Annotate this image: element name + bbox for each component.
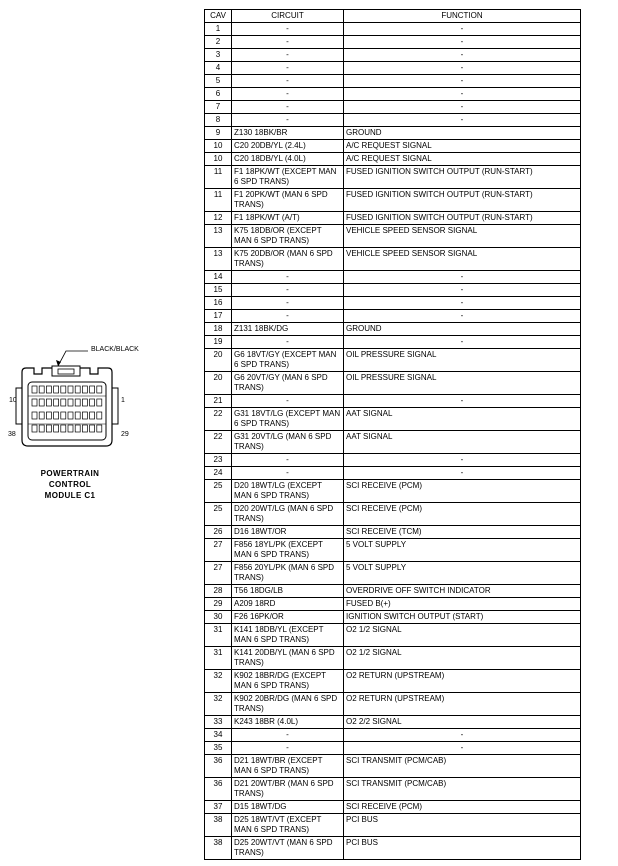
function-cell: -: [344, 336, 581, 349]
cav-cell: 3: [205, 49, 232, 62]
connector-pin: [82, 399, 87, 406]
connector-pin: [46, 386, 51, 393]
connector-pin: [82, 425, 87, 432]
connector-pin: [97, 412, 102, 419]
connector-pin: [32, 399, 37, 406]
function-cell: VEHICLE SPEED SENSOR SIGNAL: [344, 225, 581, 248]
function-cell: OIL PRESSURE SIGNAL: [344, 349, 581, 372]
pin-label-10: 10: [9, 397, 17, 404]
header-cav: CAV: [205, 10, 232, 23]
cav-cell: 36: [205, 755, 232, 778]
cav-cell: 20: [205, 349, 232, 372]
circuit-cell: K902 20BR/DG (MAN 6 SPD TRANS): [232, 693, 344, 716]
function-cell: SCI TRANSMIT (PCM/CAB): [344, 755, 581, 778]
function-cell: -: [344, 88, 581, 101]
cav-cell: 28: [205, 585, 232, 598]
cav-cell: 36: [205, 778, 232, 801]
connector-pin: [54, 399, 59, 406]
function-cell: VEHICLE SPEED SENSOR SIGNAL: [344, 248, 581, 271]
cav-cell: 22: [205, 431, 232, 454]
table-row: [205, 837, 581, 860]
cav-cell: 26: [205, 526, 232, 539]
circuit-cell: -: [232, 284, 344, 297]
circuit-cell: K75 20DB/OR (MAN 6 SPD TRANS): [232, 248, 344, 271]
connector-pin: [90, 412, 95, 419]
circuit-cell: D20 18WT/LG (EXCEPT MAN 6 SPD TRANS): [232, 480, 344, 503]
function-cell: A/C REQUEST SIGNAL: [344, 140, 581, 153]
table-row: [205, 729, 581, 742]
table-row: [205, 526, 581, 539]
cav-cell: 34: [205, 729, 232, 742]
cav-cell: 9: [205, 127, 232, 140]
connector-pin: [39, 386, 44, 393]
table-row: [205, 127, 581, 140]
cav-cell: 7: [205, 101, 232, 114]
table-row: [205, 349, 581, 372]
connector-color-label: BLACK/BLACK: [91, 346, 139, 353]
table-row: [205, 336, 581, 349]
function-cell: O2 RETURN (UPSTREAM): [344, 693, 581, 716]
function-cell: SCI RECEIVE (PCM): [344, 801, 581, 814]
circuit-cell: D16 18WT/OR: [232, 526, 344, 539]
circuit-cell: Z131 18BK/DG: [232, 323, 344, 336]
function-cell: O2 RETURN (UPSTREAM): [344, 670, 581, 693]
function-cell: SCI RECEIVE (PCM): [344, 480, 581, 503]
table-row: [205, 755, 581, 778]
table-row: [205, 323, 581, 336]
cav-cell: 17: [205, 310, 232, 323]
cav-cell: 10: [205, 140, 232, 153]
circuit-cell: K902 18BR/DG (EXCEPT MAN 6 SPD TRANS): [232, 670, 344, 693]
connector-pin: [97, 386, 102, 393]
cav-cell: 25: [205, 480, 232, 503]
header-circuit: CIRCUIT: [232, 10, 344, 23]
cav-cell: 27: [205, 539, 232, 562]
function-cell: SCI RECEIVE (TCM): [344, 526, 581, 539]
table-row: [205, 153, 581, 166]
circuit-cell: D25 18WT/VT (EXCEPT MAN 6 SPD TRANS): [232, 814, 344, 837]
connector-title-line: CONTROL: [48, 480, 92, 489]
circuit-cell: -: [232, 23, 344, 36]
connector-pin: [82, 386, 87, 393]
table-row: [205, 101, 581, 114]
circuit-cell: -: [232, 114, 344, 127]
cav-cell: 6: [205, 88, 232, 101]
connector-pin: [97, 425, 102, 432]
circuit-cell: -: [232, 729, 344, 742]
circuit-cell: D20 20WT/LG (MAN 6 SPD TRANS): [232, 503, 344, 526]
cav-cell: 24: [205, 467, 232, 480]
function-cell: -: [344, 729, 581, 742]
table-row: [205, 310, 581, 323]
connector-pin: [39, 412, 44, 419]
function-cell: -: [344, 454, 581, 467]
connector-pin: [46, 412, 51, 419]
function-cell: -: [344, 75, 581, 88]
circuit-cell: -: [232, 310, 344, 323]
cav-cell: 32: [205, 693, 232, 716]
table-row: [205, 36, 581, 49]
cav-cell: 35: [205, 742, 232, 755]
connector-pin: [75, 425, 80, 432]
table-row: [205, 539, 581, 562]
cav-cell: 37: [205, 801, 232, 814]
header-function: FUNCTION: [344, 10, 581, 23]
connector-pin: [32, 386, 37, 393]
pin-out-table: [204, 9, 581, 860]
connector-pin: [61, 399, 66, 406]
function-cell: O2 1/2 SIGNAL: [344, 647, 581, 670]
connector-pin: [82, 412, 87, 419]
connector-pin: [54, 386, 59, 393]
cav-cell: 16: [205, 297, 232, 310]
function-cell: -: [344, 36, 581, 49]
cav-cell: 14: [205, 271, 232, 284]
cav-cell: 11: [205, 166, 232, 189]
connector-title-line: MODULE C1: [44, 491, 96, 500]
circuit-cell: -: [232, 742, 344, 755]
cav-cell: 27: [205, 562, 232, 585]
circuit-cell: -: [232, 454, 344, 467]
circuit-cell: Z130 18BK/BR: [232, 127, 344, 140]
cav-cell: 19: [205, 336, 232, 349]
table-row: [205, 778, 581, 801]
circuit-cell: T56 18DG/LB: [232, 585, 344, 598]
circuit-cell: C20 20DB/YL (2.4L): [232, 140, 344, 153]
function-cell: O2 1/2 SIGNAL: [344, 624, 581, 647]
function-cell: OVERDRIVE OFF SWITCH INDICATOR: [344, 585, 581, 598]
cav-cell: 2: [205, 36, 232, 49]
cav-cell: 23: [205, 454, 232, 467]
circuit-cell: -: [232, 62, 344, 75]
cav-cell: 18: [205, 323, 232, 336]
cav-cell: 10: [205, 153, 232, 166]
connector-title: [20, 468, 120, 501]
connector-pin: [75, 412, 80, 419]
table-row: [205, 716, 581, 729]
table-row: [205, 598, 581, 611]
table-row: [205, 212, 581, 225]
function-cell: FUSED IGNITION SWITCH OUTPUT (RUN-START): [344, 166, 581, 189]
connector-drawing: [0, 338, 200, 468]
table-row: [205, 585, 581, 598]
cav-cell: 25: [205, 503, 232, 526]
connector-pin: [68, 386, 73, 393]
circuit-cell: K141 20DB/YL (MAN 6 SPD TRANS): [232, 647, 344, 670]
table-row: [205, 248, 581, 271]
connector-pin: [68, 399, 73, 406]
function-cell: -: [344, 395, 581, 408]
function-cell: A/C REQUEST SIGNAL: [344, 153, 581, 166]
circuit-cell: G6 18VT/GY (EXCEPT MAN 6 SPD TRANS): [232, 349, 344, 372]
table-header-row: [205, 10, 581, 23]
connector-pin: [61, 425, 66, 432]
function-cell: IGNITION SWITCH OUTPUT (START): [344, 611, 581, 624]
cav-cell: 13: [205, 248, 232, 271]
connector-pin: [46, 399, 51, 406]
table-row: [205, 624, 581, 647]
circuit-cell: F1 20PK/WT (MAN 6 SPD TRANS): [232, 189, 344, 212]
connector-pin: [54, 412, 59, 419]
circuit-cell: D21 20WT/BR (MAN 6 SPD TRANS): [232, 778, 344, 801]
function-cell: -: [344, 101, 581, 114]
table-row: [205, 189, 581, 212]
function-cell: FUSED IGNITION SWITCH OUTPUT (RUN-START): [344, 212, 581, 225]
connector-pin: [54, 425, 59, 432]
function-cell: -: [344, 742, 581, 755]
cav-cell: 13: [205, 225, 232, 248]
table-row: [205, 49, 581, 62]
function-cell: GROUND: [344, 323, 581, 336]
table-row: [205, 814, 581, 837]
function-cell: -: [344, 271, 581, 284]
circuit-cell: D15 18WT/DG: [232, 801, 344, 814]
cav-cell: 20: [205, 372, 232, 395]
table-row: [205, 88, 581, 101]
table-row: [205, 140, 581, 153]
circuit-cell: F856 18YL/PK (EXCEPT MAN 6 SPD TRANS): [232, 539, 344, 562]
pin-label-38: 38: [8, 431, 16, 438]
table-row: [205, 742, 581, 755]
table-row: [205, 372, 581, 395]
circuit-cell: F856 20YL/PK (MAN 6 SPD TRANS): [232, 562, 344, 585]
circuit-cell: -: [232, 336, 344, 349]
connector-pin: [39, 399, 44, 406]
cav-cell: 1: [205, 23, 232, 36]
cav-cell: 5: [205, 75, 232, 88]
circuit-cell: -: [232, 88, 344, 101]
connector-pin: [46, 425, 51, 432]
cav-cell: 11: [205, 189, 232, 212]
table-row: [205, 503, 581, 526]
function-cell: FUSED B(+): [344, 598, 581, 611]
cav-cell: 4: [205, 62, 232, 75]
function-cell: -: [344, 114, 581, 127]
table-row: [205, 75, 581, 88]
circuit-cell: F1 18PK/WT (EXCEPT MAN 6 SPD TRANS): [232, 166, 344, 189]
table-row: [205, 297, 581, 310]
function-cell: 5 VOLT SUPPLY: [344, 539, 581, 562]
function-cell: AAT SIGNAL: [344, 431, 581, 454]
function-cell: -: [344, 284, 581, 297]
circuit-cell: F26 16PK/OR: [232, 611, 344, 624]
table-row: [205, 431, 581, 454]
function-cell: 5 VOLT SUPPLY: [344, 562, 581, 585]
function-cell: SCI TRANSMIT (PCM/CAB): [344, 778, 581, 801]
cav-cell: 38: [205, 837, 232, 860]
connector-pin: [68, 425, 73, 432]
table-row: [205, 284, 581, 297]
circuit-cell: G6 20VT/GY (MAN 6 SPD TRANS): [232, 372, 344, 395]
cav-cell: 12: [205, 212, 232, 225]
connector-pin: [75, 386, 80, 393]
cav-cell: 31: [205, 624, 232, 647]
connector-pin: [75, 399, 80, 406]
connector-pin: [32, 412, 37, 419]
table-row: [205, 62, 581, 75]
cav-cell: 38: [205, 814, 232, 837]
circuit-cell: C20 18DB/YL (4.0L): [232, 153, 344, 166]
table-row: [205, 408, 581, 431]
cav-cell: 15: [205, 284, 232, 297]
table-row: [205, 467, 581, 480]
connector-pin: [39, 425, 44, 432]
table-row: [205, 562, 581, 585]
circuit-cell: A209 18RD: [232, 598, 344, 611]
circuit-cell: K141 18DB/YL (EXCEPT MAN 6 SPD TRANS): [232, 624, 344, 647]
connector-pin: [61, 386, 66, 393]
connector-pin: [90, 386, 95, 393]
cav-cell: 33: [205, 716, 232, 729]
circuit-cell: -: [232, 271, 344, 284]
table-row: [205, 801, 581, 814]
pin-label-29: 29: [121, 431, 129, 438]
table-row: [205, 454, 581, 467]
circuit-cell: D25 20WT/VT (MAN 6 SPD TRANS): [232, 837, 344, 860]
circuit-cell: F1 18PK/WT (A/T): [232, 212, 344, 225]
function-cell: -: [344, 310, 581, 323]
pin-label-1: 1: [121, 397, 125, 404]
table-row: [205, 647, 581, 670]
function-cell: PCI BUS: [344, 837, 581, 860]
table-row: [205, 23, 581, 36]
connector-pin: [97, 399, 102, 406]
cav-cell: 21: [205, 395, 232, 408]
function-cell: O2 2/2 SIGNAL: [344, 716, 581, 729]
table-row: [205, 480, 581, 503]
connector-pin: [61, 412, 66, 419]
circuit-cell: -: [232, 395, 344, 408]
function-cell: -: [344, 297, 581, 310]
table-row: [205, 166, 581, 189]
cav-cell: 30: [205, 611, 232, 624]
table-row: [205, 225, 581, 248]
function-cell: PCI BUS: [344, 814, 581, 837]
connector-diagram: [0, 338, 200, 508]
table-row: [205, 611, 581, 624]
cav-cell: 8: [205, 114, 232, 127]
circuit-cell: -: [232, 101, 344, 114]
circuit-cell: -: [232, 467, 344, 480]
function-cell: FUSED IGNITION SWITCH OUTPUT (RUN-START): [344, 189, 581, 212]
circuit-cell: K75 18DB/OR (EXCEPT MAN 6 SPD TRANS): [232, 225, 344, 248]
circuit-cell: G31 20VT/LG (MAN 6 SPD TRANS): [232, 431, 344, 454]
table-row: [205, 670, 581, 693]
connector-pin: [90, 399, 95, 406]
function-cell: AAT SIGNAL: [344, 408, 581, 431]
function-cell: -: [344, 467, 581, 480]
table-row: [205, 395, 581, 408]
circuit-cell: G31 18VT/LG (EXCEPT MAN 6 SPD TRANS): [232, 408, 344, 431]
circuit-cell: D21 18WT/BR (EXCEPT MAN 6 SPD TRANS): [232, 755, 344, 778]
connector-pin: [90, 425, 95, 432]
circuit-cell: -: [232, 297, 344, 310]
cav-cell: 31: [205, 647, 232, 670]
connector-title-line: POWERTRAIN: [40, 469, 100, 478]
circuit-cell: -: [232, 36, 344, 49]
table-row: [205, 271, 581, 284]
connector-pin: [32, 425, 37, 432]
function-cell: GROUND: [344, 127, 581, 140]
function-cell: -: [344, 62, 581, 75]
cav-cell: 22: [205, 408, 232, 431]
function-cell: -: [344, 23, 581, 36]
circuit-cell: -: [232, 49, 344, 62]
cav-cell: 32: [205, 670, 232, 693]
function-cell: SCI RECEIVE (PCM): [344, 503, 581, 526]
table-row: [205, 114, 581, 127]
circuit-cell: -: [232, 75, 344, 88]
function-cell: -: [344, 49, 581, 62]
cav-cell: 29: [205, 598, 232, 611]
circuit-cell: K243 18BR (4.0L): [232, 716, 344, 729]
table-row: [205, 693, 581, 716]
function-cell: OIL PRESSURE SIGNAL: [344, 372, 581, 395]
connector-pin: [68, 412, 73, 419]
